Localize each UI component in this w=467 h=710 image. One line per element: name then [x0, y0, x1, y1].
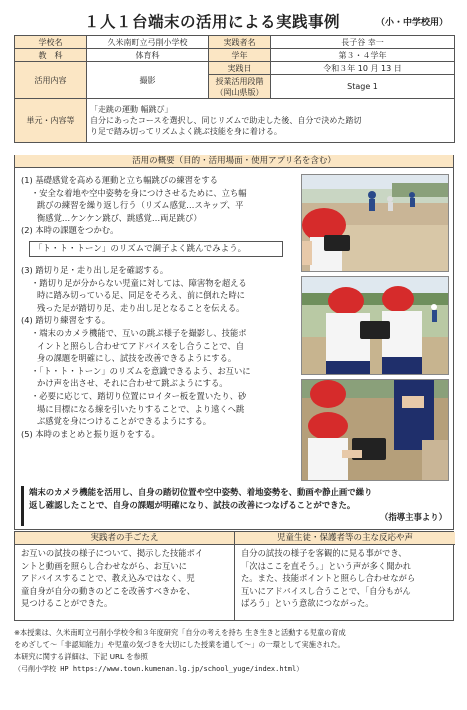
student-line: ばろう」という意欲につながった。 [241, 598, 374, 608]
footer-note [14, 627, 459, 675]
step-line: かけ声を出させ、それに合わせて跳ぶようにする。 [37, 378, 228, 389]
step-line: ・安全な着地や空中姿勢を身につけさせるために、立ち幅 [31, 187, 247, 198]
unit-label: 単元・内容等 [15, 99, 87, 143]
student-line: 自分の試技の様子を客観的に見る事ができ、 [241, 548, 407, 558]
step-line: 時に踏み切っている足、同足をそろえ、前に倒れた時に [37, 290, 245, 301]
step-line: (1) 基礎感覚を高める運動と立ち幅跳びの練習をする [21, 175, 218, 185]
supervisor-summary [21, 486, 449, 526]
footer-line-3: 本研究に関する詳細は、下記 URL を参照 [14, 652, 148, 661]
student-line: 「次はここを直そう。」という声が多く聞かれ [241, 560, 412, 571]
teacher-line: お互いの試技の様子について、掲示した技能ポイ [21, 548, 204, 558]
photo-teacher-children [301, 379, 449, 481]
summary-line-2: 返し確認したことで、自身の課題が明確になり、試技の改善につなげることができた。 [29, 499, 356, 510]
step-line: イントと照らし合わせてアドバイスをし合うことで、自 [37, 340, 245, 351]
overview-body [14, 168, 454, 530]
step-line: (3) 踏切り足・走り出し足を確認する。 [21, 264, 169, 275]
student-feedback [235, 532, 455, 620]
page-subtitle: （小・中学校用） [375, 18, 448, 28]
unit-line-2: 自分にあったコースを選択し、同じリズムで助走した後、自分で決めた踏切 [90, 116, 362, 125]
step-line: ・端末のカメラ機能で、互いの跳ぶ様子を撮影し、技能ポ [31, 327, 247, 338]
subject-value: 体育科 [87, 49, 209, 62]
student-feedback-heading: 児童生徒・保護者等の主な反応や声 [235, 532, 455, 545]
footer-line-1: ※本授業は、久米南町立弓削小学校令和３年度研究「自分の考えを持ち 生き生きと活動する児童の育成 [14, 628, 346, 637]
stage-label [209, 75, 271, 99]
step-line: 残った足が踏切り足、走り出し足となることを伝える。 [37, 302, 245, 313]
rhythm-quote-box: 「ト・ト・トーン」のリズムで調子よく跳んでみよう。 [29, 241, 283, 257]
teacher-line: ントと動画を照らし合わせながら、お互いに [21, 560, 187, 571]
activity-steps [21, 174, 299, 440]
grade-value: 第３・４学年 [271, 49, 455, 62]
student-line: 互いにアドバイスし合うことで、「自分もがん [241, 585, 411, 596]
teacher-feedback [15, 532, 235, 620]
step-line: (4) 踏切り練習をする。 [21, 315, 111, 326]
title-row [14, 10, 454, 32]
step-line: 身の課題を明確にし、試技を改善できるようにする。 [37, 353, 237, 364]
step-line: ・踏切り足が分からない児童に対しては、障害物を超える [31, 277, 247, 288]
stage-label-line1: 授業活用段階 [215, 76, 264, 86]
teacher-line: 童自身が自分の動きのどこを改善すべきかを、 [21, 585, 196, 596]
summary-line-1: 端末のカメラ機能を活用し、自身の踏切位置や空中姿勢、着地姿勢を、動画や静止画で繰り [29, 487, 373, 497]
info-table [14, 35, 455, 143]
unit-content [87, 99, 455, 143]
teacher-feedback-heading: 実践者の手ごたえ [15, 532, 234, 545]
overview-heading: 活用の概要（目的・活用場面・使用アプリ名を含む） [14, 155, 454, 168]
teacher-line: 見つけることができた。 [21, 598, 113, 608]
photo-children-tablet [301, 276, 449, 375]
grade-label: 学年 [209, 49, 271, 62]
content-value: 撮影 [87, 62, 209, 99]
feedback-section [14, 531, 454, 621]
practitioner-value: 長子谷 幸一 [271, 36, 455, 49]
unit-line-1: 「走跳の運動 幅跳び」 [90, 105, 173, 114]
summary-signature: （指導主事より） [380, 512, 447, 522]
school-value: 久米南町立弓削小学校 [87, 36, 209, 49]
stage-label-line2: （岡山県版） [215, 87, 264, 97]
step-line: (5) 本時のまとめと振り返りをする。 [21, 428, 160, 439]
date-value: 令和３年 10 月 13 日 [271, 62, 455, 75]
teacher-line: アドバイスすることで、教え込みではなく、児 [21, 573, 195, 583]
unit-line-3: り足で踏み切ってリズムよく跳ぶ技能を身に着ける。 [90, 127, 282, 136]
teacher-feedback-body [15, 545, 234, 610]
date-label: 実践日 [209, 62, 271, 75]
content-label: 活用内容 [15, 62, 87, 99]
student-feedback-body [235, 545, 455, 610]
step-line: ・必要に応じて、踏切り位置にロイター板を置いたり、砂 [31, 390, 247, 401]
step-line: ぶ感覚を身につけることができるようにする。 [37, 416, 212, 427]
page-title: １人１台端末の活用による実践事例 [84, 13, 341, 31]
step-line: 衡感覚…ケンケン跳び、跳感覚…両足跳び） [37, 212, 202, 223]
photo-tablet-at-pit [301, 174, 449, 272]
footer-url-line: （弓削小学校 HP https://www.town.kumenan.lg.jp/school_yuge/index.html） [14, 665, 304, 673]
school-label: 学校名 [15, 36, 87, 49]
step-line: 場に目標になる線を引いたりすることで、より遠くへ跳 [37, 403, 245, 414]
footer-line-2: をめざして～「非認知能力」や児童の気づきを大切にした授業を通して～」の一環として実施された。 [14, 640, 345, 649]
practitioner-label: 実践者名 [209, 36, 271, 49]
step-line: (2) 本時の課題をつかむ。 [21, 225, 119, 236]
step-line: 跳びの練習を繰り返し行う（リズム感覚…スキップ、平 [37, 200, 244, 211]
stage-value: Stage 1 [271, 75, 455, 99]
subject-label: 教 科 [15, 49, 87, 62]
student-line: た。また、技能ポイントと照らし合わせながら [241, 573, 416, 583]
step-line: ・「ト・ト・トーン」のリズムを意識できるよう、お互いに [31, 365, 251, 376]
